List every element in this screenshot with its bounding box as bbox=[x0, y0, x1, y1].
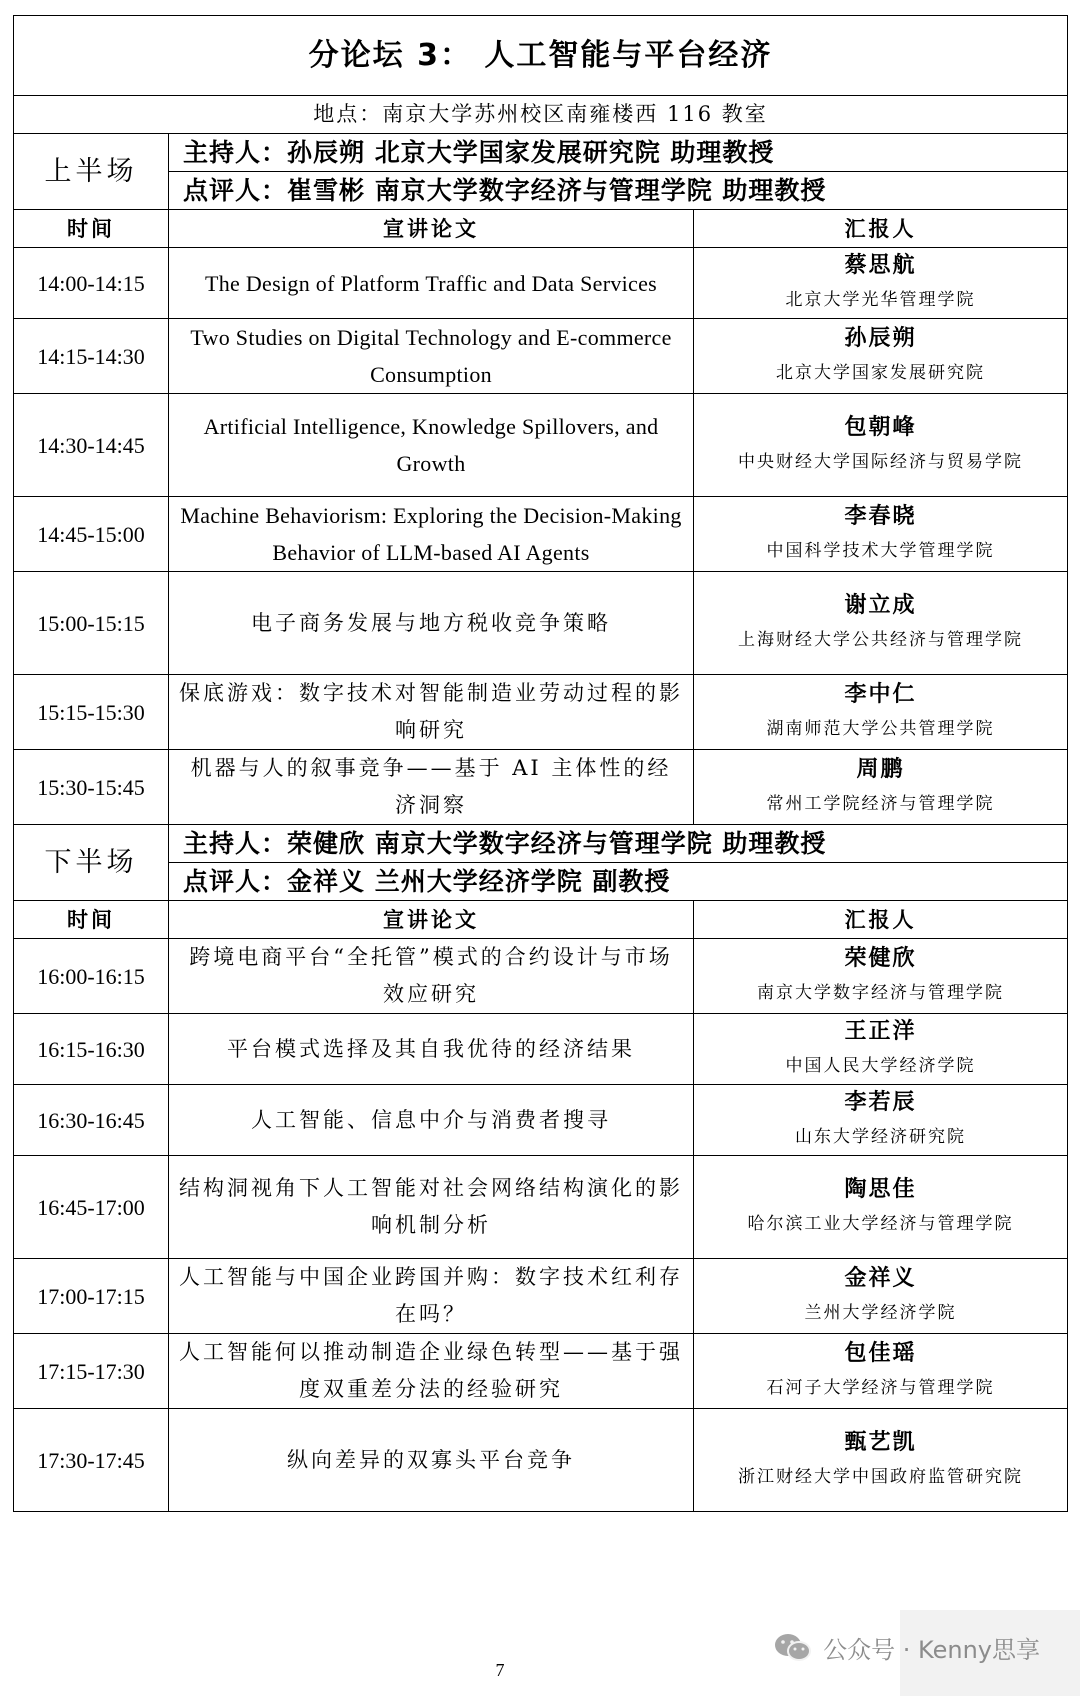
presenter-name: 荣健欣 bbox=[844, 945, 917, 971]
presenter-name: 包佳瑶 bbox=[844, 1340, 917, 1366]
talk-presenter bbox=[694, 939, 1068, 1014]
talk-row bbox=[14, 497, 1068, 572]
talk-row bbox=[14, 939, 1068, 1014]
talk-row bbox=[14, 675, 1068, 750]
talk-presenter bbox=[694, 1259, 1068, 1334]
presenter-affiliation: 湖南师范大学公共管理学院 bbox=[766, 719, 995, 739]
talk-paper-title: 保底游戏：数字技术对智能制造业劳动过程的影响研究 bbox=[169, 675, 694, 750]
presenter-affiliation: 哈尔滨工业大学经济与管理学院 bbox=[747, 1214, 1014, 1234]
presenter-affiliation: 中国科学技术大学管理学院 bbox=[766, 541, 995, 561]
presenter-name: 甄艺凯 bbox=[844, 1429, 917, 1455]
talk-paper-title: Two Studies on Digital Technology and E-commerce Consumption bbox=[169, 319, 694, 394]
talk-paper-title: 人工智能与中国企业跨国并购：数字技术红利存在吗？ bbox=[169, 1259, 694, 1334]
talk-time: 14:00-14:15 bbox=[14, 248, 169, 319]
talk-time: 14:15-14:30 bbox=[14, 319, 169, 394]
presenter-affiliation: 上海财经大学公共经济与管理学院 bbox=[738, 630, 1024, 650]
talk-paper-title: 人工智能何以推动制造企业绿色转型——基于强度双重差分法的经验研究 bbox=[169, 1334, 694, 1409]
talk-time: 16:15-16:30 bbox=[14, 1014, 169, 1085]
talk-time: 15:00-15:15 bbox=[14, 572, 169, 675]
wechat-icon bbox=[773, 1632, 813, 1664]
talk-paper-title: 机器与人的叙事竞争——基于 AI 主体性的经济洞察 bbox=[169, 750, 694, 825]
talk-row bbox=[14, 248, 1068, 319]
talk-row bbox=[14, 1085, 1068, 1156]
session-host-row bbox=[14, 134, 1068, 172]
talk-presenter bbox=[694, 319, 1068, 394]
talk-presenter bbox=[694, 750, 1068, 825]
talk-presenter bbox=[694, 1014, 1068, 1085]
presenter-name: 金祥义 bbox=[844, 1265, 917, 1291]
header-presenter: 汇报人 bbox=[694, 210, 1068, 248]
presenter-name: 李中仁 bbox=[844, 681, 917, 707]
talk-presenter bbox=[694, 1085, 1068, 1156]
presenter-name: 李若辰 bbox=[844, 1089, 917, 1115]
session-discussant: 点评人：金祥义 兰州大学经济学院 副教授 bbox=[169, 863, 1068, 901]
talk-row bbox=[14, 1156, 1068, 1259]
presenter-affiliation: 北京大学国家发展研究院 bbox=[776, 363, 986, 383]
header-paper: 宣讲论文 bbox=[169, 901, 694, 939]
presenter-name: 包朝峰 bbox=[844, 414, 917, 440]
presenter-name: 李春晓 bbox=[844, 503, 917, 529]
talk-time: 15:30-15:45 bbox=[14, 750, 169, 825]
talk-row bbox=[14, 1409, 1068, 1512]
forum-schedule-table bbox=[13, 15, 1068, 1512]
talk-presenter bbox=[694, 497, 1068, 572]
talk-row bbox=[14, 394, 1068, 497]
session-host: 主持人：荣健欣 南京大学数字经济与管理学院 助理教授 bbox=[169, 825, 1068, 863]
forum-location: 地点：南京大学苏州校区南雍楼西 116 教室 bbox=[14, 96, 1068, 134]
column-header-row bbox=[14, 210, 1068, 248]
header-time: 时间 bbox=[14, 901, 169, 939]
talk-paper-title: Artificial Intelligence, Knowledge Spillovers, and Growth bbox=[169, 394, 694, 497]
presenter-affiliation: 南京大学数字经济与管理学院 bbox=[757, 983, 1005, 1003]
talk-presenter bbox=[694, 1409, 1068, 1512]
watermark-text: 公众号 · Kenny思享 bbox=[823, 1636, 1040, 1664]
presenter-name: 谢立成 bbox=[844, 592, 917, 618]
session-host-row bbox=[14, 825, 1068, 863]
talk-paper-title: 电子商务发展与地方税收竞争策略 bbox=[169, 572, 694, 675]
presenter-affiliation: 石河子大学经济与管理学院 bbox=[766, 1378, 995, 1398]
presenter-name: 孙辰朔 bbox=[844, 325, 917, 351]
presenter-name: 王正洋 bbox=[844, 1018, 917, 1044]
header-paper: 宣讲论文 bbox=[169, 210, 694, 248]
talk-presenter bbox=[694, 1334, 1068, 1409]
talk-paper-title: 纵向差异的双寡头平台竞争 bbox=[169, 1409, 694, 1512]
session-discussant-row bbox=[14, 172, 1068, 210]
talk-paper-title: The Design of Platform Traffic and Data Services bbox=[169, 248, 694, 319]
talk-presenter bbox=[694, 248, 1068, 319]
talk-presenter bbox=[694, 394, 1068, 497]
title-row bbox=[14, 16, 1068, 96]
talk-presenter bbox=[694, 675, 1068, 750]
talk-presenter bbox=[694, 572, 1068, 675]
talk-time: 17:30-17:45 bbox=[14, 1409, 169, 1512]
talk-paper-title: 平台模式选择及其自我优待的经济结果 bbox=[169, 1014, 694, 1085]
talk-time: 16:45-17:00 bbox=[14, 1156, 169, 1259]
presenter-affiliation: 中央财经大学国际经济与贸易学院 bbox=[738, 452, 1024, 472]
session-discussant: 点评人：崔雪彬 南京大学数字经济与管理学院 助理教授 bbox=[169, 172, 1068, 210]
talk-row bbox=[14, 750, 1068, 825]
talk-paper-title: 人工智能、信息中介与消费者搜寻 bbox=[169, 1085, 694, 1156]
presenter-affiliation: 北京大学光华管理学院 bbox=[785, 290, 976, 310]
presenter-affiliation: 常州工学院经济与管理学院 bbox=[766, 794, 995, 814]
talk-row bbox=[14, 1259, 1068, 1334]
header-time: 时间 bbox=[14, 210, 169, 248]
talk-time: 14:45-15:00 bbox=[14, 497, 169, 572]
forum-title: 分论坛 3： 人工智能与平台经济 bbox=[14, 16, 1068, 96]
talk-row bbox=[14, 319, 1068, 394]
presenter-affiliation: 中国人民大学经济学院 bbox=[785, 1056, 976, 1076]
presenter-affiliation: 浙江财经大学中国政府监管研究院 bbox=[738, 1467, 1024, 1487]
talk-time: 16:00-16:15 bbox=[14, 939, 169, 1014]
talk-row bbox=[14, 1014, 1068, 1085]
presenter-name: 蔡思航 bbox=[844, 252, 917, 278]
location-row bbox=[14, 96, 1068, 134]
talk-time: 17:15-17:30 bbox=[14, 1334, 169, 1409]
talk-paper-title: 跨境电商平台“全托管”模式的合约设计与市场效应研究 bbox=[169, 939, 694, 1014]
session-discussant-row bbox=[14, 863, 1068, 901]
talk-row bbox=[14, 572, 1068, 675]
column-header-row bbox=[14, 901, 1068, 939]
talk-presenter bbox=[694, 1156, 1068, 1259]
talk-time: 17:00-17:15 bbox=[14, 1259, 169, 1334]
talk-paper-title: 结构洞视角下人工智能对社会网络结构演化的影响机制分析 bbox=[169, 1156, 694, 1259]
presenter-affiliation: 山东大学经济研究院 bbox=[795, 1127, 967, 1147]
session-label: 上半场 bbox=[14, 134, 169, 210]
talk-time: 16:30-16:45 bbox=[14, 1085, 169, 1156]
presenter-affiliation: 兰州大学经济学院 bbox=[804, 1303, 957, 1323]
presenter-name: 周鹏 bbox=[856, 756, 905, 782]
talk-time: 14:30-14:45 bbox=[14, 394, 169, 497]
page-number: 7 bbox=[495, 1660, 505, 1680]
session-label: 下半场 bbox=[14, 825, 169, 901]
header-presenter: 汇报人 bbox=[694, 901, 1068, 939]
talk-paper-title: Machine Behaviorism: Exploring the Decision-Making Behavior of LLM-based AI Agents bbox=[169, 497, 694, 572]
talk-time: 15:15-15:30 bbox=[14, 675, 169, 750]
session-host: 主持人：孙辰朔 北京大学国家发展研究院 助理教授 bbox=[169, 134, 1068, 172]
schedule-body bbox=[14, 16, 1068, 1512]
talk-row bbox=[14, 1334, 1068, 1409]
presenter-name: 陶思佳 bbox=[844, 1176, 917, 1202]
